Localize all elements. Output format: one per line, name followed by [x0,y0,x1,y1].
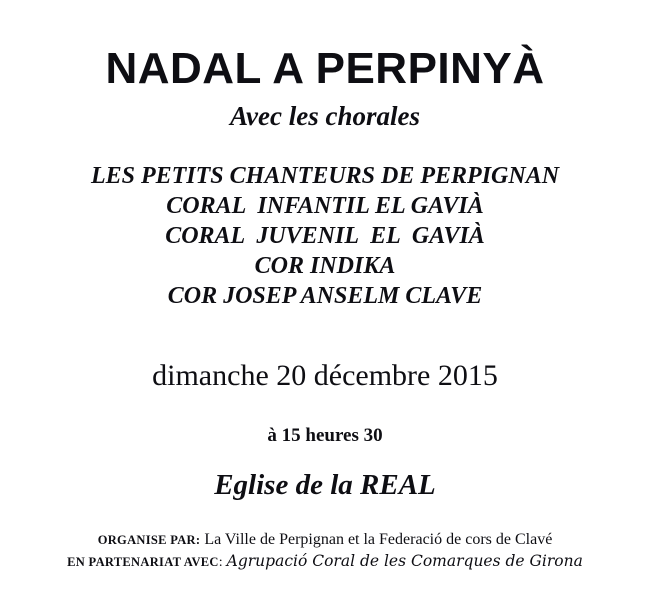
chorale-item: LES PETITS CHANTEURS DE PERPIGNAN [90,163,560,189]
event-venue: Eglise de la REAL [214,469,436,501]
event-date: dimanche 20 décembre 2015 [152,359,498,392]
chorale-list [0,161,650,311]
chorale-item: CORAL JUVENIL EL GAVIÀ [165,223,485,249]
partnership-line [0,551,650,573]
organiser-line [0,529,650,551]
organiser-label: ORGANISE PAR: [97,533,201,547]
organiser-text: La Ville de Perpignan et la Federació de cors de Clavé [204,531,553,548]
partnership-label: EN PARTENARIAT AVEC [67,555,219,569]
chorale-item: CORAL INFANTIL EL GAVIÀ [166,193,484,219]
partnership-text: Agrupació Coral de les Comarques de Girona [226,552,583,570]
event-time: à 15 heures 30 [267,425,383,446]
page-title: NADAL A PERPINYÀ [105,44,545,93]
partnership-colon: : [218,555,223,570]
subtitle: Avec les chorales [230,101,420,131]
chorale-item: COR INDIKA [254,253,396,279]
chorale-item: COR JOSEP ANSELM CLAVE [167,283,483,309]
